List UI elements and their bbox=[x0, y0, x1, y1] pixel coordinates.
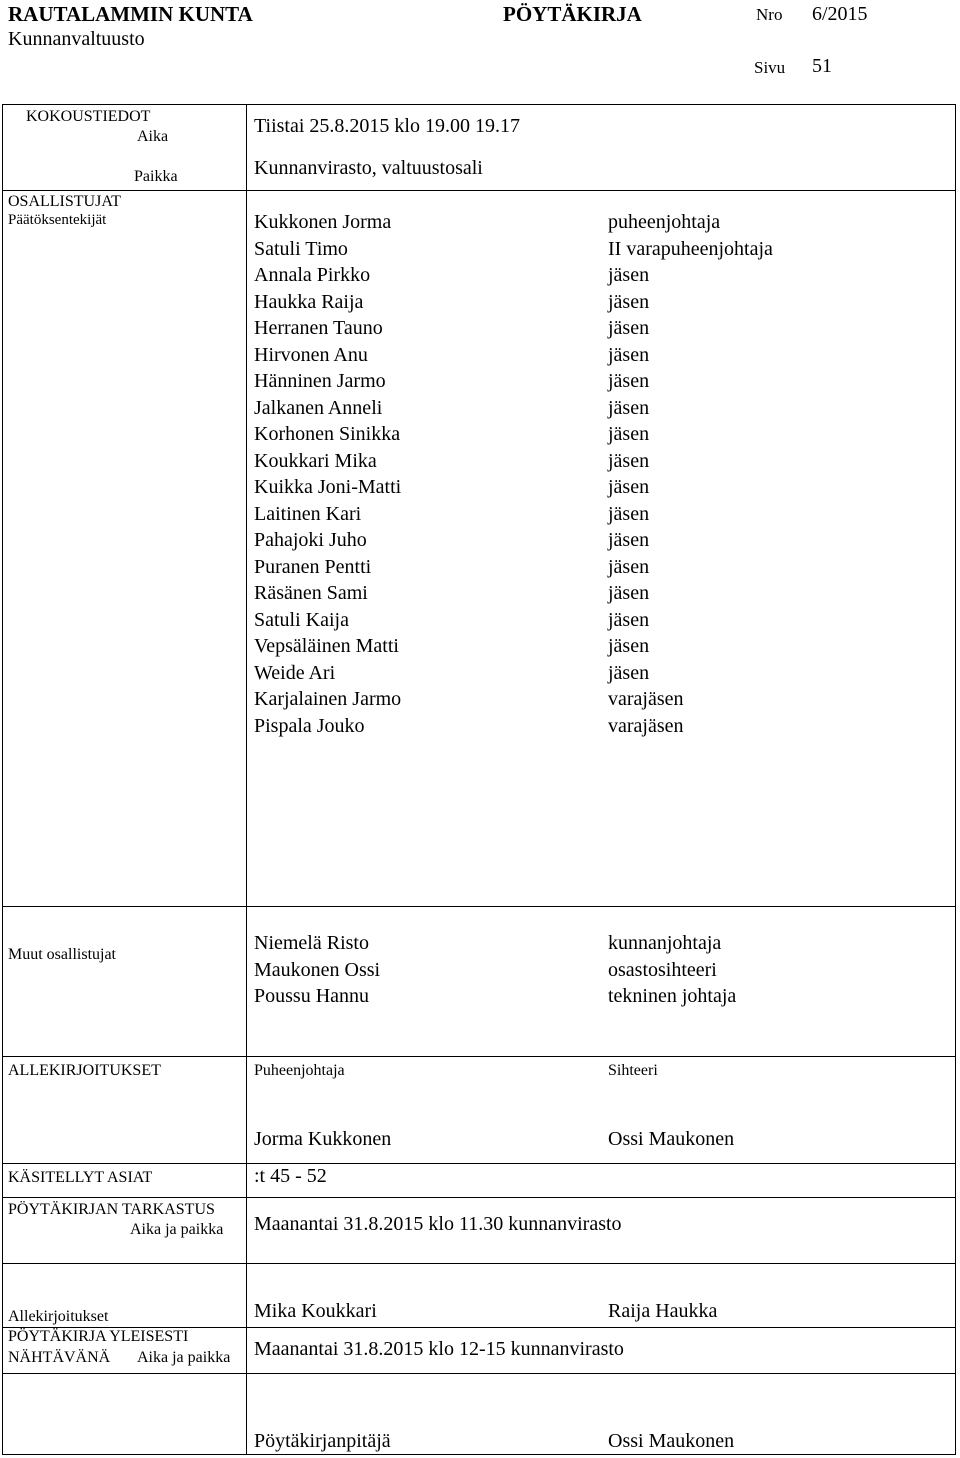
member-role: varajäsen bbox=[608, 688, 684, 710]
member-role: jäsen bbox=[608, 502, 650, 525]
participants-section-label: OSALLISTUJAT bbox=[8, 193, 121, 210]
member-role: jäsen bbox=[608, 661, 650, 684]
frame-right-line bbox=[955, 104, 956, 1454]
member-role: jäsen bbox=[608, 582, 650, 604]
members-role-list bbox=[608, 209, 773, 739]
member-name: Kuikka Joni-Matti bbox=[254, 476, 402, 498]
member-role: jäsen bbox=[608, 343, 650, 366]
row-line bbox=[2, 1373, 956, 1374]
public-value: Maanantai 31.8.2015 klo 12-15 kunnanvirasto bbox=[254, 1338, 624, 1360]
chair-label: Puheenjohtaja bbox=[254, 1062, 345, 1079]
items-label: KÄSITELLYT ASIAT bbox=[8, 1169, 153, 1186]
member-name: Koukkari Mika bbox=[254, 449, 377, 472]
place-value: Kunnanvirasto, valtuustosali bbox=[254, 157, 483, 179]
other-name: Niemelä Risto bbox=[254, 932, 369, 954]
frame-top-line bbox=[2, 104, 956, 105]
member-role: jäsen bbox=[608, 476, 650, 498]
member-name: Puranen Pentti bbox=[254, 555, 372, 578]
other-name: Maukonen Ossi bbox=[254, 958, 381, 981]
body-name: Kunnanvaltuusto bbox=[8, 28, 145, 50]
keeper-name: Ossi Maukonen bbox=[608, 1430, 735, 1452]
signatures-label: ALLEKIRJOITUKSET bbox=[8, 1062, 161, 1079]
member-role: jäsen bbox=[608, 608, 650, 631]
row-line bbox=[2, 1056, 956, 1057]
member-role: puheenjohtaja bbox=[608, 211, 721, 233]
document-type: PÖYTÄKIRJA bbox=[503, 2, 642, 26]
frame-left-line bbox=[2, 104, 3, 1454]
review-value: Maanantai 31.8.2015 klo 11.30 kunnanvirasto bbox=[254, 1213, 622, 1235]
review-signatures-label: Allekirjoitukset bbox=[8, 1308, 109, 1325]
public-label-line2: NÄHTÄVÄNÄ bbox=[8, 1349, 111, 1366]
row-line bbox=[2, 906, 956, 907]
public-label-line1: PÖYTÄKIRJA YLEISESTI bbox=[8, 1328, 189, 1345]
nro-label: Nro bbox=[756, 5, 783, 24]
member-role: varajäsen bbox=[608, 714, 684, 737]
secretary-name: Ossi Maukonen bbox=[608, 1128, 735, 1150]
member-name: Pispala Jouko bbox=[254, 714, 365, 737]
column-divider bbox=[246, 104, 247, 1454]
nro-value: 6/2015 bbox=[812, 3, 868, 25]
review-label: PÖYTÄKIRJAN TARKASTUS bbox=[8, 1201, 215, 1218]
member-role: II varapuheenjohtaja bbox=[608, 237, 773, 260]
member-name: Pahajoki Juho bbox=[254, 529, 367, 551]
member-name: Hänninen Jarmo bbox=[254, 370, 386, 392]
meeting-section-label: KOKOUSTIEDOT bbox=[26, 108, 151, 125]
chair-name: Jorma Kukkonen bbox=[254, 1128, 392, 1150]
member-role: jäsen bbox=[608, 529, 650, 551]
member-role: jäsen bbox=[608, 396, 650, 419]
member-role: jäsen bbox=[608, 449, 650, 472]
other-role: tekninen johtaja bbox=[608, 985, 737, 1007]
member-name: Korhonen Sinikka bbox=[254, 423, 401, 445]
member-role: jäsen bbox=[608, 635, 650, 657]
decision-makers-label: Päätöksentekijät bbox=[8, 212, 107, 228]
member-name: Jalkanen Anneli bbox=[254, 396, 383, 419]
member-name: Satuli Kaija bbox=[254, 608, 349, 631]
member-name: Vepsäläinen Matti bbox=[254, 635, 399, 657]
others-name-list bbox=[254, 930, 380, 1010]
member-name: Räsänen Sami bbox=[254, 582, 368, 604]
member-name: Kukkonen Jorma bbox=[254, 211, 392, 233]
review-sub-label: Aika ja paikka bbox=[130, 1221, 224, 1238]
members-name-list bbox=[254, 209, 401, 739]
secretary-label: Sihteeri bbox=[608, 1062, 658, 1079]
time-value: Tiistai 25.8.2015 klo 19.00 19.17 bbox=[254, 115, 520, 137]
time-label: Aika bbox=[137, 128, 169, 145]
member-name: Hirvonen Anu bbox=[254, 343, 368, 366]
member-role: jäsen bbox=[608, 264, 650, 286]
page-label: Sivu bbox=[754, 58, 786, 77]
member-name: Weide Ari bbox=[254, 661, 336, 684]
other-name: Poussu Hannu bbox=[254, 985, 370, 1007]
row-line bbox=[2, 1163, 956, 1164]
member-role: jäsen bbox=[608, 290, 650, 313]
public-sub-label: Aika ja paikka bbox=[137, 1349, 231, 1366]
member-role: jäsen bbox=[608, 423, 650, 445]
member-name: Annala Pirkko bbox=[254, 264, 371, 286]
others-role-list bbox=[608, 930, 736, 1010]
member-name: Karjalainen Jarmo bbox=[254, 688, 402, 710]
row-line bbox=[2, 190, 956, 191]
place-label: Paikka bbox=[134, 168, 178, 185]
frame-bottom-line bbox=[2, 1454, 956, 1455]
row-line bbox=[2, 1263, 956, 1264]
member-name: Satuli Timo bbox=[254, 237, 348, 260]
member-name: Herranen Tauno bbox=[254, 317, 383, 339]
other-role: kunnanjohtaja bbox=[608, 932, 722, 954]
member-role: jäsen bbox=[608, 317, 650, 339]
page-number: 51 bbox=[812, 55, 832, 77]
row-line bbox=[2, 1197, 956, 1198]
reviewer-1-name: Mika Koukkari bbox=[254, 1300, 377, 1322]
other-role: osastosihteeri bbox=[608, 958, 717, 981]
municipality-name: RAUTALAMMIN KUNTA bbox=[8, 2, 253, 26]
others-label: Muut osallistujat bbox=[8, 946, 116, 963]
member-name: Haukka Raija bbox=[254, 290, 364, 313]
member-role: jäsen bbox=[608, 370, 650, 392]
member-name: Laitinen Kari bbox=[254, 502, 362, 525]
reviewer-2-name: Raija Haukka bbox=[608, 1300, 718, 1322]
keeper-label: Pöytäkirjanpitäjä bbox=[254, 1430, 391, 1452]
items-value: :t 45 - 52 bbox=[254, 1165, 327, 1187]
member-role: jäsen bbox=[608, 555, 650, 578]
